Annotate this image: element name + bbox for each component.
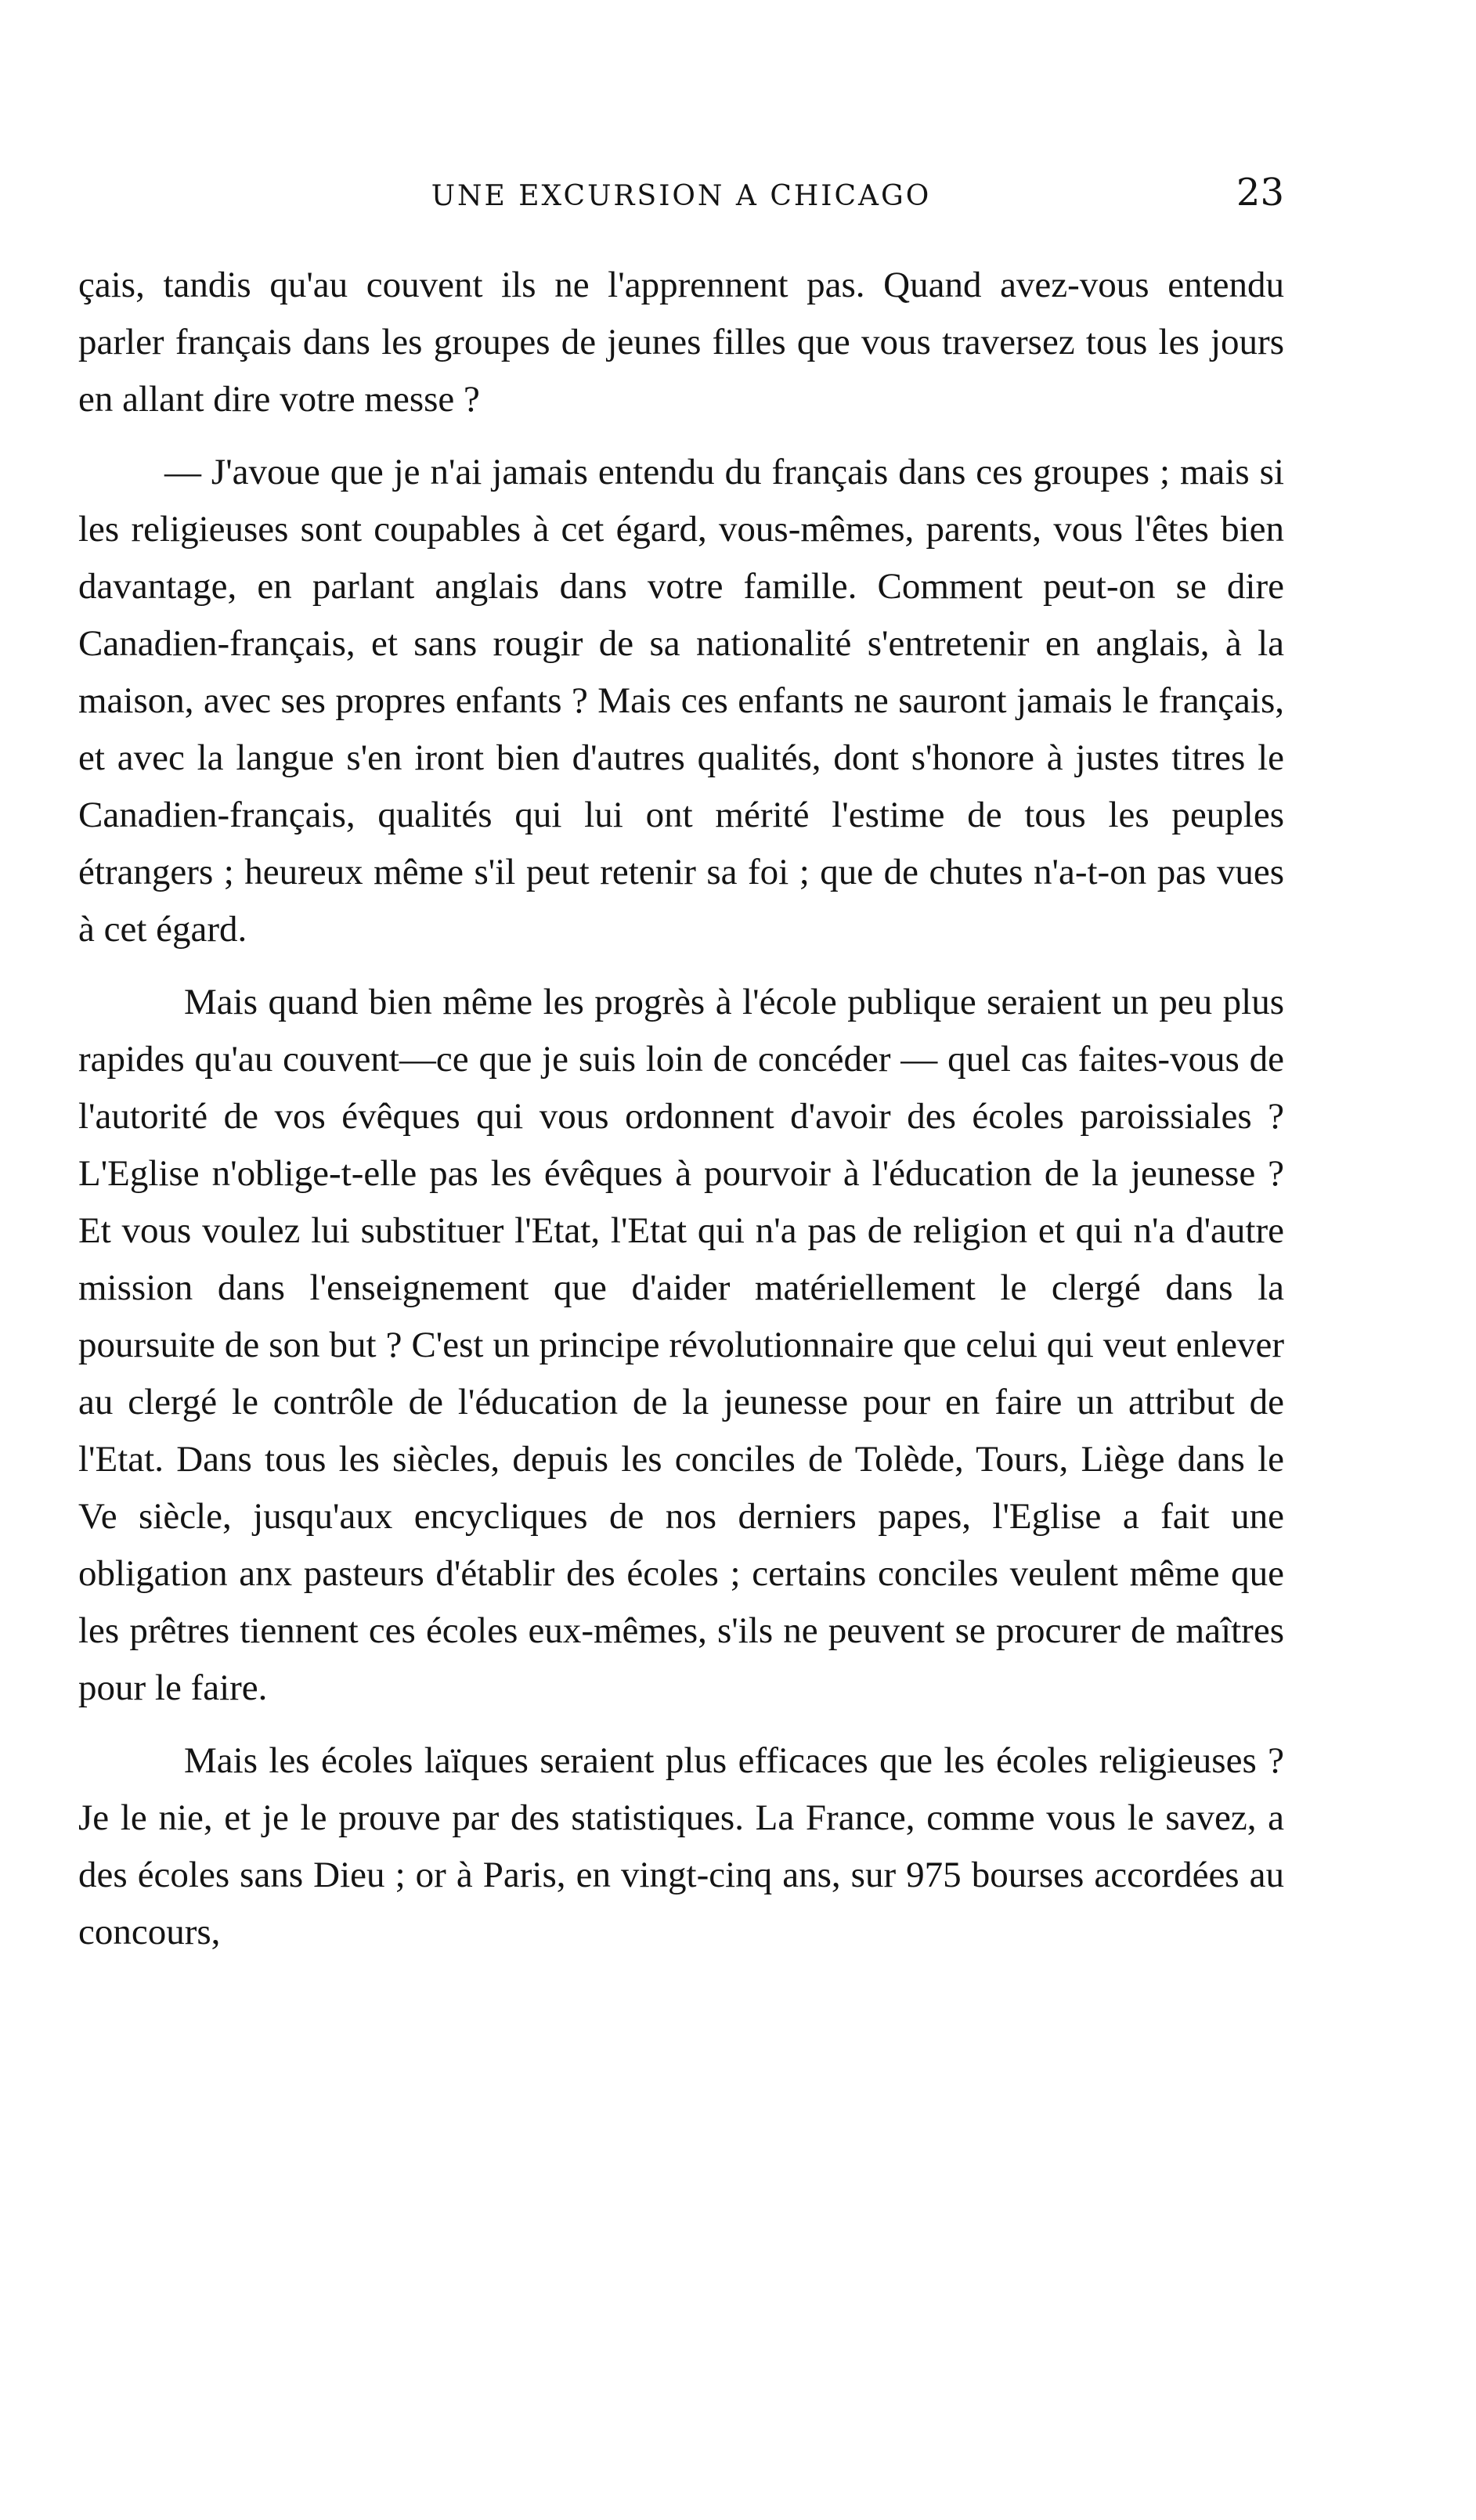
running-title: UNE EXCURSION A CHICAGO bbox=[431, 180, 932, 212]
page-number: 23 bbox=[1236, 171, 1284, 215]
page-header bbox=[78, 171, 1284, 225]
paragraph-lay-schools: Mais les écoles laïques seraient plus efficaces que les écoles religieuses ? Je le nie, et je le prouve par des statistiques. La France, comme vous le savez, a des écoles sans Dieu ; or à Paris, en vingt-cinq ans, sur 975 bourses accordées au concours, bbox=[78, 1740, 1284, 1952]
paragraph-schools-authority: Mais quand bien même les progrès à l'école publique seraient un peu plus rapides qu'au couvent—ce que je suis loin de concéder — quel cas faites-vous de l'autorité de vos évêques qui vous ordonnent d'avoir des écoles paroissiales ? L'Eglise n'oblige-t-elle pas les évêques à pourvoir à l'éducation de la jeunesse ? Et vous voulez lui substituer l'Etat, l'Etat qui n'a pas de religion et qui n'a d'autre mission dans l'enseignement que d'aider matériellement le clergé dans la poursuite de son but ? C'est un principe révolutionnaire que celui qui veut enlever au clergé le contrôle de l'éducation de la jeunesse pour en faire un attribut de l'Etat. Dans tous les siècles, depuis les conciles de Tolède, Tours, Liège dans le Ve siècle, jusqu'aux encycliques de nos derniers papes, l'Eglise a fait une obligation anx pasteurs d'établir des écoles ; certains conciles veulent même que les prêtres tiennent ces écoles eux-mêmes, s'ils ne peuvent se procurer de maîtres pour le faire. bbox=[78, 982, 1284, 1708]
paragraph-reply: — J'avoue que je n'ai jamais entendu du français dans ces groupes ; mais si les religieuses sont coupables à cet égard, vous-mêmes, parents, vous l'êtes bien davantage, en parlant anglais dans votre famille. Comment peut-on se dire Canadien-français, et sans rougir de sa nationalité s'entretenir en anglais, à la maison, avec ses propres enfants ? Mais ces enfants ne sauront jamais le français, et avec la langue s'en iront bien d'autres qualités, dont s'honore à justes titres le Canadien-français, qualités qui lui ont mérité l'estime de tous les peuples étrangers ; heureux même s'il peut retenir sa foi ; que de chutes n'a-t-on pas vues à cet égard. bbox=[78, 452, 1284, 950]
paragraph-continuation: çais, tandis qu'au couvent ils ne l'apprennent pas. Quand avez-vous entendu parler français dans les groupes de jeunes filles que vous traversez tous les jours en allant dire votre messe ? bbox=[78, 265, 1284, 420]
body-text bbox=[78, 257, 1284, 1977]
